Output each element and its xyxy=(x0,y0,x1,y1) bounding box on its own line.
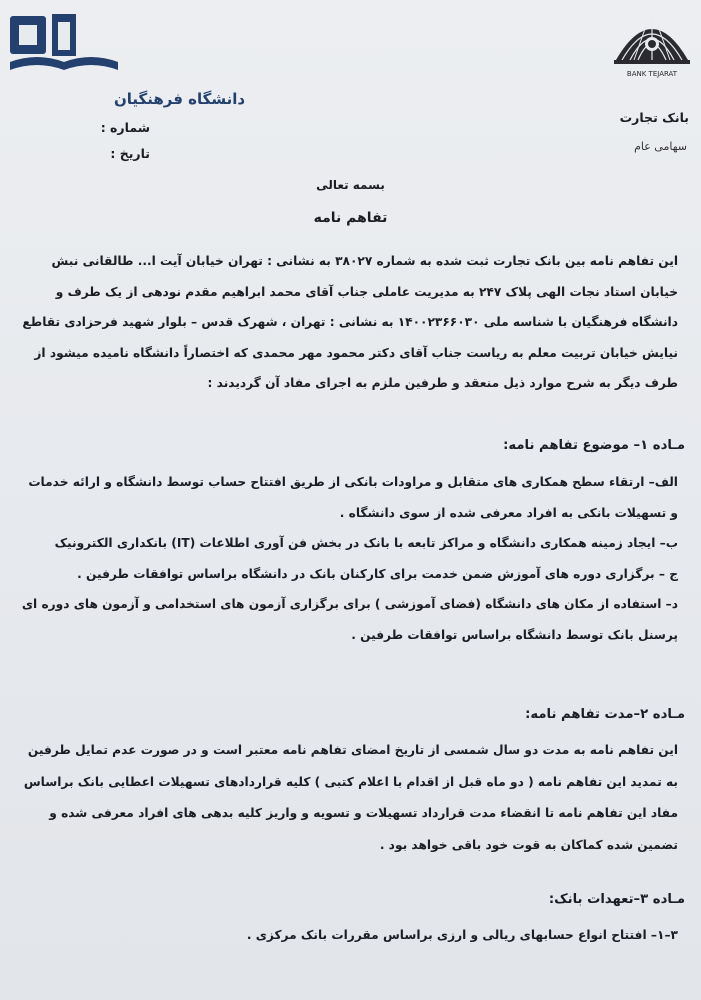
article-2-line: این تفاهم نامه به مدت دو سال شمسی از تاریخ امضای تفاهم نامه معتبر است و در صورت عدم تمایل طرفین xyxy=(27,743,678,757)
article-1-heading: مـاده ۱– موضوع تفاهم نامه: xyxy=(503,438,685,453)
intro-line: خیابان استاد نجات الهی پلاک ۲۴۷ به مدیریت عاملی جناب آقای محمد ابراهیم مقدم نودهی از یک طرف و xyxy=(55,284,678,299)
article-1-line: ج – برگزاری دوره های آموزش ضمن خدمت برای کارکنان بانک در دانشگاه براساس توافقات طرفین . xyxy=(77,566,678,581)
article-1-body xyxy=(22,467,678,650)
svg-text:دانشگاه فرهنگیان: دانشگاه فرهنگیان xyxy=(114,90,246,108)
article-1-line: ب– ایجاد زمینه همکاری دانشگاه و مراکز تابعه با بانک در بخش فن آوری اطلاعات (IT) بانکداری الکترونیک xyxy=(54,536,678,550)
intro-line: دانشگاه فرهنگیان با شناسه ملی ۱۴۰۰۲۳۶۶۰۳۰ به نشانی : تهران ، شهرک قدس – بلوار شهید فرحزادی تقاطع xyxy=(22,315,678,329)
university-logo xyxy=(4,6,246,114)
article-2-line: مفاد این تفاهم نامه تا انقضاء مدت قرارداد تسهیلات و تسویه و واریز کلیه بدهی های افراد معرفی شده و xyxy=(49,806,678,820)
article-1-line: و تسهیلات بانکی به افراد معرفی شده از سوی دانشگاه . xyxy=(339,505,678,520)
article-3-body xyxy=(22,920,678,950)
bank-company-type: سهامی عام xyxy=(634,140,687,153)
article-2-line: تضمین شده کماکان به قوت خود باقی خواهد بود . xyxy=(379,837,678,852)
bank-tejarat-logo xyxy=(606,4,698,82)
date-label: تاریخ : xyxy=(110,146,150,161)
article-1-line: پرسنل بانک توسط دانشگاه براساس توافقات طرفین . xyxy=(351,627,678,642)
invocation: بسمه تعالی xyxy=(316,178,385,192)
intro-line: طرف دیگر به شرح موارد ذیل منعقد و طرفین ملزم به اجرای مفاد آن گردیدند : xyxy=(207,376,678,390)
article-1-line: الف– ارتقاء سطح همکاری های متقابل و مراودات بانکی از طریق افتتاح حساب توسط دانشگاه و ارائه خدمات xyxy=(28,475,678,489)
document-title: تفاهم نامه xyxy=(313,210,388,226)
article-2-line: به تمدید این تفاهم نامه ( دو ماه قبل از اقدام با اعلام کتبی ) کلیه قراردادهای تسهیلات اعطایی بانک براساس xyxy=(23,774,678,789)
article-3-heading: مـاده ۳–تعهدات بانک: xyxy=(548,892,685,907)
article-2-heading: مـاده ۲–مدت تفاهم نامه: xyxy=(525,707,685,722)
intro-paragraph xyxy=(22,246,678,399)
intro-line: این تفاهم نامه بین بانک تجارت ثبت شده به شماره ۳۸۰۲۷ به نشانی : تهران خیابان آیت ا... طالقانی نبش xyxy=(51,254,678,268)
article-2-body xyxy=(22,735,678,861)
intro-line: نیایش خیابان تربیت معلم به ریاست جناب آقای دکتر محمود مهر محمدی که اختصاراً دانشگاه نامیده میشود از xyxy=(34,345,678,360)
article-1-line: د– استفاده از مکان های دانشگاه (فضای آموزشی ) برای برگزاری آزمون های استخدامی و آزمون های دوره ای xyxy=(21,597,678,611)
number-label: شماره : xyxy=(100,120,150,135)
svg-text:BANK TEJARAT: BANK TEJARAT xyxy=(626,70,678,78)
bank-name: بانک تجارت xyxy=(619,110,689,125)
article-3-line: ۳–۱– افتتاح انواع حسابهای ریالی و ارزی براساس مقررات بانک مرکزی . xyxy=(246,928,678,942)
